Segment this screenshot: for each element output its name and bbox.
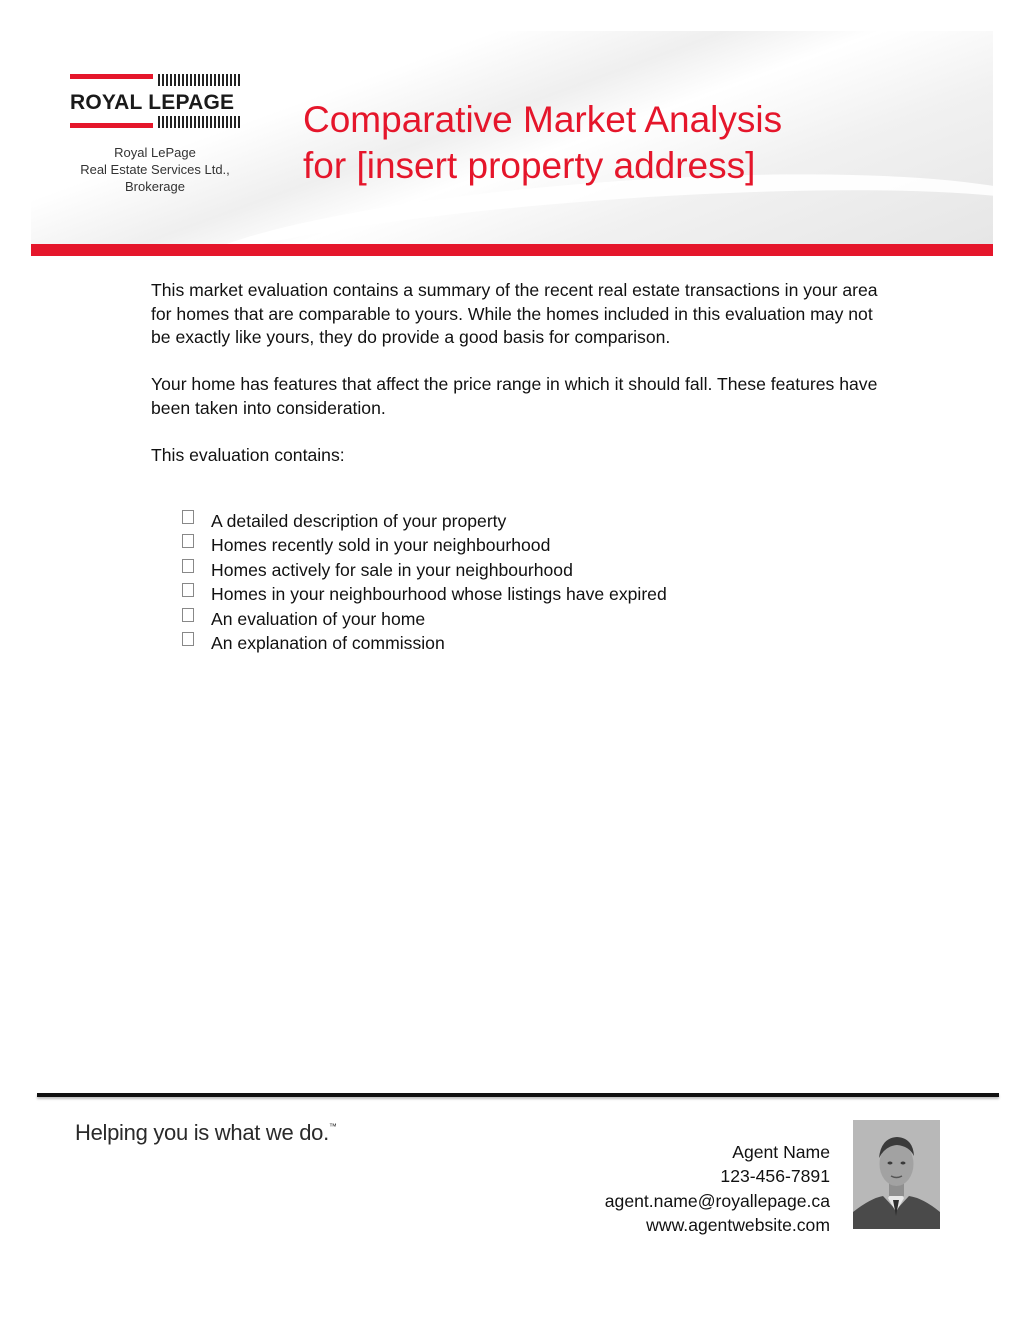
contains-label: This evaluation contains: [151,444,345,465]
intro-text [151,279,881,491]
checkbox-icon [182,632,194,646]
list-item: Homes actively for sale in your neighbourhood [182,558,882,582]
evaluation-contents-list [182,509,882,655]
brokerage-name [60,144,250,195]
list-item: An evaluation of your home [182,607,882,631]
footer-tagline: Helping you is what we do.™ [75,1120,337,1145]
list-item: A detailed description of your property [182,509,882,533]
brokerage-line: Brokerage [125,179,185,194]
royal-lepage-logo [70,74,242,128]
agent-website: www.agentwebsite.com [646,1215,830,1236]
checkbox-icon [182,510,194,524]
agent-portrait-icon [853,1120,940,1229]
checkbox-icon [182,608,194,622]
header-red-bar [31,244,993,256]
brokerage-line: Royal LePage [114,145,196,160]
logo-wordmark: ROYAL LEPAGE [70,91,235,114]
logo-bottom-band [70,123,242,128]
checkbox-icon [182,583,194,597]
brokerage-line: Real Estate Services Ltd., [80,162,230,177]
footer-divider [37,1093,999,1097]
agent-contact [480,1140,830,1238]
agent-name: Agent Name [732,1142,830,1162]
agent-email: agent.name@royallepage.ca [604,1190,830,1211]
checkbox-icon [182,534,194,548]
list-item: An explanation of commission [182,631,882,655]
page-title [303,97,923,189]
title-line-2: for [insert property address] [303,145,756,186]
agent-photo [853,1120,940,1229]
intro-paragraph-1: This market evaluation contains a summary of the recent real estate transactions in your area for homes that are comparable to yours. While the homes included in this evaluation may not be exactly like yours, they do provide a good basis for comparison. [151,280,878,347]
list-item: Homes in your neighbourhood whose listings have expired [182,582,882,606]
title-line-1: Comparative Market Analysis [303,99,783,140]
checkbox-icon [182,559,194,573]
agent-phone: 123-456-7891 [720,1166,830,1187]
intro-paragraph-2: Your home has features that affect the price range in which it should fall. These features have been taken into consideration. [151,374,878,418]
logo-top-band [70,74,242,79]
trademark-mark: ™ [328,1122,337,1131]
list-item: Homes recently sold in your neighbourhood [182,533,882,557]
